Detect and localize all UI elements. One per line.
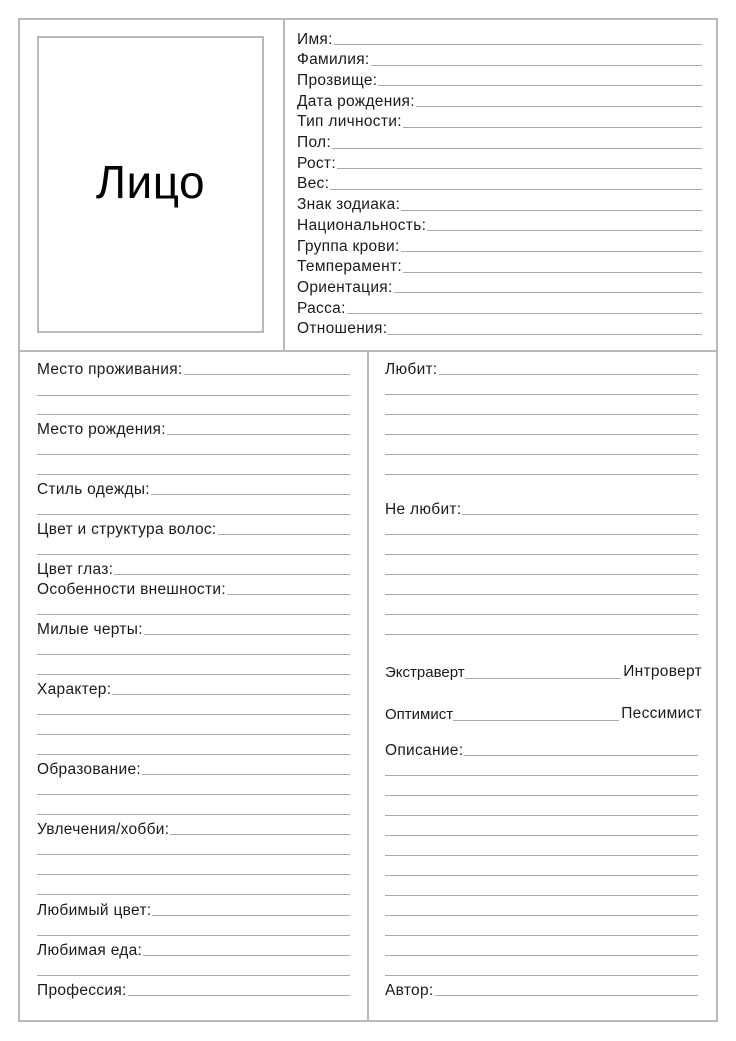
answer-line[interactable] (385, 394, 698, 395)
answer-line[interactable] (37, 935, 350, 936)
basic-info-label: Рост: (297, 154, 336, 172)
answer-line[interactable] (37, 395, 350, 396)
eye-color-label: Цвет глаз: (37, 560, 114, 578)
hobbies-label: Увлечения/хобби: (37, 820, 170, 838)
scale-line[interactable] (453, 720, 619, 721)
scale-line[interactable] (465, 678, 622, 679)
answer-line (142, 774, 350, 775)
answer-line[interactable] (385, 634, 698, 635)
answer-line[interactable] (385, 574, 698, 575)
education-field[interactable] (37, 756, 350, 778)
answer-line (114, 574, 350, 575)
answer-line (435, 995, 698, 996)
author-label: Автор: (385, 981, 434, 999)
profession-field[interactable] (37, 977, 350, 999)
answer-line (439, 374, 698, 375)
answer-line[interactable] (385, 895, 698, 896)
answer-line (144, 634, 350, 635)
basic-info-label: Расса: (297, 299, 346, 317)
dislikes-label: Не любит: (385, 500, 462, 518)
answer-line[interactable] (385, 855, 698, 856)
basic-info-label: Дата рождения: (297, 92, 415, 110)
answer-line[interactable] (385, 935, 698, 936)
answer-line[interactable] (385, 775, 698, 776)
answer-line[interactable] (385, 815, 698, 816)
description-label: Описание: (385, 741, 464, 759)
answer-line[interactable] (37, 454, 350, 455)
favorite-color-label: Любимый цвет: (37, 901, 152, 919)
basic-info-label: Прозвище: (297, 71, 378, 89)
basic-info-label: Фамилия: (297, 51, 370, 69)
basic-info-label: Группа крови: (297, 237, 400, 255)
clothing-style-field[interactable] (37, 476, 350, 498)
residence-label: Место проживания: (37, 360, 183, 378)
eye-color-field[interactable] (37, 556, 350, 578)
answer-line (218, 534, 350, 535)
answer-line[interactable] (37, 554, 350, 555)
education-label: Образование: (37, 760, 141, 778)
answer-line[interactable] (385, 915, 698, 916)
answer-line[interactable] (37, 854, 350, 855)
favorite-food-label: Любимая еда: (37, 941, 143, 959)
basic-info-label: Знак зодиака: (297, 196, 401, 214)
answer-line[interactable] (37, 674, 350, 675)
answer-line[interactable] (385, 835, 698, 836)
answer-line[interactable] (385, 434, 698, 435)
basic-info-label: Национальность: (297, 216, 427, 234)
answer-line[interactable] (37, 514, 350, 515)
answer-line (184, 374, 351, 375)
answer-line[interactable] (37, 894, 350, 895)
likes-field[interactable] (385, 356, 698, 378)
answer-line[interactable] (385, 875, 698, 876)
author-field[interactable] (385, 977, 698, 999)
introvert-label: Интроверт (623, 663, 702, 680)
appearance-label: Особенности внешности: (37, 580, 226, 598)
answer-line[interactable] (385, 594, 698, 595)
hobbies-field[interactable] (37, 816, 350, 838)
answer-line[interactable] (385, 474, 698, 475)
dislikes-field[interactable] (385, 496, 698, 518)
left-column (37, 0, 350, 1041)
birthplace-field[interactable] (37, 416, 350, 438)
answer-line[interactable] (37, 754, 350, 755)
answer-line[interactable] (385, 414, 698, 415)
answer-line[interactable] (385, 955, 698, 956)
answer-line[interactable] (37, 474, 350, 475)
answer-line[interactable] (37, 654, 350, 655)
answer-line (464, 755, 698, 756)
right-column (385, 0, 702, 1041)
answer-line[interactable] (37, 414, 350, 415)
favorite-color-field[interactable] (37, 897, 350, 919)
section-divider-vertical-bottom (367, 350, 369, 1022)
answer-line[interactable] (37, 734, 350, 735)
hair-field[interactable] (37, 516, 350, 538)
face-label: Лицо (95, 155, 206, 208)
answer-line (152, 915, 350, 916)
answer-line (112, 694, 350, 695)
answer-line[interactable] (385, 614, 698, 615)
answer-line (227, 594, 350, 595)
answer-line (151, 494, 350, 495)
description-field[interactable] (385, 737, 698, 759)
extravert-label: Экстраверт (385, 664, 465, 681)
answer-line[interactable] (37, 714, 350, 715)
likes-label: Любит: (385, 360, 438, 378)
optimist-pessimist-scale[interactable] (385, 702, 702, 724)
character-field[interactable] (37, 676, 350, 698)
answer-line[interactable] (37, 794, 350, 795)
answer-line (462, 514, 698, 515)
basic-info-label: Имя: (297, 30, 333, 48)
answer-line (128, 995, 350, 996)
basic-info-label: Ориентация: (297, 278, 393, 296)
favorite-food-field[interactable] (37, 937, 350, 959)
answer-line[interactable] (37, 614, 350, 615)
residence-field[interactable] (37, 356, 350, 378)
basic-info-label: Темперамент: (297, 258, 402, 276)
clothing-style-label: Стиль одежды: (37, 480, 150, 498)
basic-info-label: Тип личности: (297, 113, 402, 131)
answer-line (167, 434, 350, 435)
appearance-field[interactable] (37, 576, 350, 598)
answer-line[interactable] (385, 975, 698, 976)
basic-info-label: Вес: (297, 175, 330, 193)
basic-info-label: Отношения: (297, 320, 388, 338)
answer-line[interactable] (37, 814, 350, 815)
basic-info-label: Пол: (297, 134, 331, 151)
cute-traits-label: Милые черты: (37, 620, 143, 638)
answer-line[interactable] (385, 554, 698, 555)
birthplace-label: Место рождения: (37, 420, 166, 438)
pessimist-label: Пессимист (621, 705, 702, 722)
answer-line[interactable] (37, 874, 350, 875)
answer-line[interactable] (385, 534, 698, 535)
hair-label: Цвет и структура волос: (37, 520, 217, 538)
optimist-label: Оптимист (385, 706, 454, 723)
cute-traits-field[interactable] (37, 616, 350, 638)
answer-line[interactable] (385, 795, 698, 796)
answer-line (170, 834, 350, 835)
profession-label: Профессия: (37, 981, 127, 999)
character-label: Характер: (37, 680, 112, 698)
answer-line (143, 955, 350, 956)
answer-line[interactable] (385, 454, 698, 455)
answer-line[interactable] (37, 975, 350, 976)
extravert-introvert-scale[interactable] (385, 660, 702, 682)
